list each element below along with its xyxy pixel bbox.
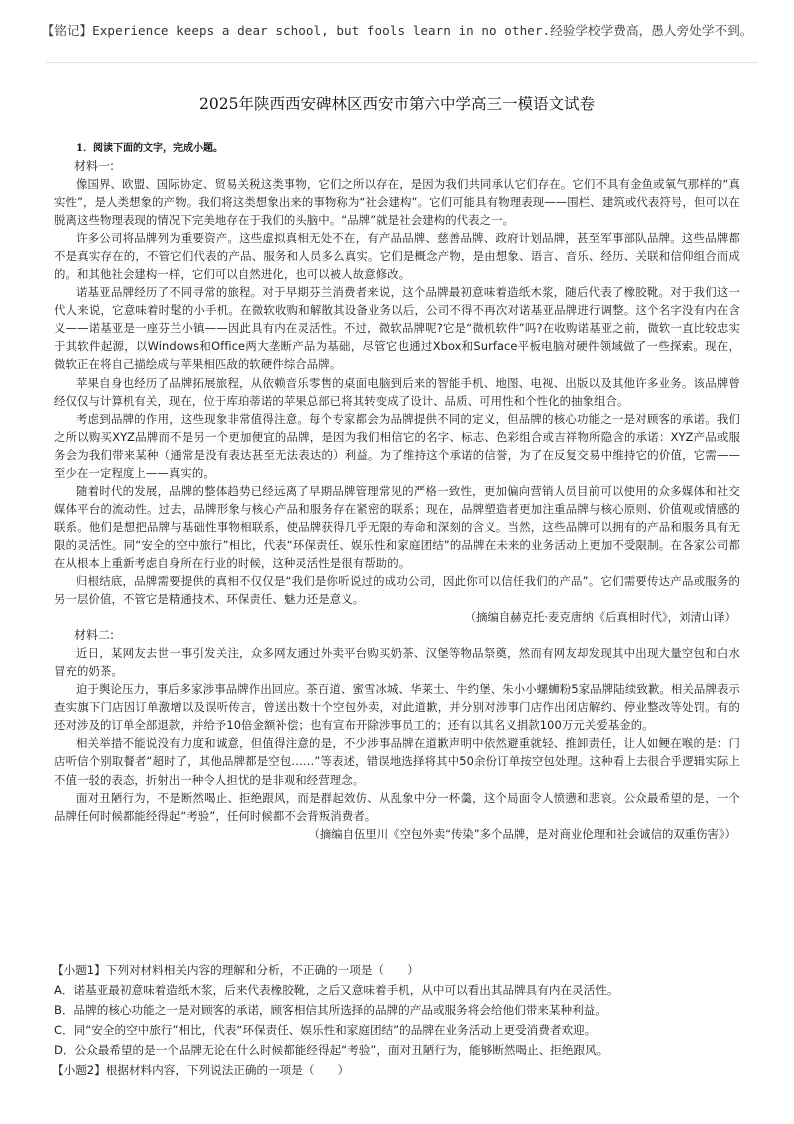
material-1-paragraph: 像国界、欧盟、国际协定、贸易关税这类事物，它们之所以存在，是因为我们共同承认它们存在。它们不具有金鱼或氧气那样的“真实性”，是人类想象的产物。我们将这类想象出来的事物称为“社会建构”。它们可能具有物理表现——围栏、建筑或代表符号，但可以在脱离这些物理表现的情况下完美地存在于我们的头脑中。“品牌”就是社会建构的代表之一。 [54,177,740,228]
material-1-paragraph: 归根结底，品牌需要提供的真相不仅仅是“我们是你听说过的成功公司，因此你可以信任我们的产品”。它们需要传达产品或服务的另一层价值，不管它是精通技术、环保责任、魅力还是意义。 [54,574,740,607]
material-2-label: 材料二: [74,628,115,643]
sub-questions [52,960,752,1080]
material-1-paragraph: 许多公司将品牌列为重要资产。这些虚拟真相无处不在，有产品品牌、慈善品牌、政府计划品牌，甚至军事部队品牌。这些品牌都不是真实存在的，不管它们代表的产品、服务和人员多么真实。它们是概念产物，是由想象、语言、音乐、经历、关联和信仰组合而成的。和其他社会建构一样，它们可以自然进化，也可以被人故意修改。 [54,231,740,282]
option-d: D．公众最希望的是一个品牌无论在什么时候都能经得起“考验”，面对丑陋行为，能够断然喝止、拒绝跟风。 [54,1043,609,1057]
material-1-source: （摘编自赫克托·麦克唐纳《后真相时代》，刘清山译） [464,610,736,625]
material-2-source: （摘编自伍里川《空包外卖“传染”多个品牌，是对商业伦理和社会诚信的双重伤害》） [308,826,736,841]
material-1-paragraph: 考虑到品牌的作用，这些现象非常值得注意。每个专家都会为品牌提供不同的定义，但品牌的核心功能之一是对顾客的承诺。我们之所以购买XYZ品牌而不是另一个更加便宜的品牌，是因为我们相信它的名字、标志、色彩组合或吉祥物所隐含的承诺：XYZ产品或服务会为我们带来某种（通常是没有表达甚至无法表达的）利益。为了维持这个承诺的信誉，为了在反复交易中维持它的价值，它需——至少在一定程度上——真实的。 [54,411,740,480]
material-1-paragraph: 苹果自身也经历了品牌拓展旅程，从依赖音乐零售的桌面电脑到后来的智能手机、地图、电视、出版以及其他许多业务。该品牌曾经仅仅与计算机有关，现在，位于库珀蒂诺的苹果总部已将其转变成了设计、品质、可用性和个性化的抽象组合。 [54,375,740,408]
sub-question-2-stem: 【小题2】根据材料内容，下列说法正确的一项是（ ） [52,1063,350,1077]
material-1-paragraph: 诺基亚品牌经历了不同寻常的旅程。对于早期芬兰消费者来说，这个品牌最初意味着造纸木浆，随后代表了橡胶靴。对于我们这一代人来说，它意味着时髦的小手机。在微软收购和解散其设备业务以后，公司不得不再次对诺基亚品牌进行调整。这个名字没有内在含义——诺基亚是一座芬兰小镇——因此具有内在灵活性。不过，微软品牌呢?它是“微机软件”吗?在收购诺基亚之前，微软一直比较忠实于其软件起源，以Windows和Office两大垄断产品为基础，尽管它也通过Xbox和Surface平板电脑对硬件领域做了一些探索。现在，微软正在将自己描绘成与苹果相匹敌的软硬件综合品牌。 [54,285,740,372]
option-a: A．诺基亚最初意味着造纸木浆，后来代表橡胶靴，之后又意味着手机，从中可以看出其品牌具有内在灵活性。 [54,983,619,997]
material-2-paragraph: 相关举措不能说没有力度和诚意，但值得注意的是，不少涉事品牌在道歉声明中依然避重就轻、推卸责任，让人如鲠在喉的是：门店听信个别取餐者“超时了，其他品牌都是空包……”等表述，错误地选择将其中50余份订单按空包处理。这种看上去很合乎逻辑实际上不值一驳的表态，折射出一种令人担忧的是非观和经营理念。 [54,736,740,787]
material-2-paragraph: 迫于舆论压力，事后多家涉事品牌作出回应。茶百道、蜜雪冰城、华莱士、牛约堡、朱小小螺蛳粉5家品牌陆续致歉。相关品牌表示查实旗下门店因订单激增以及误听传言，曾送出数十个空包外卖，对此道歉，并分别对涉事门店作出闭店解约、停业整改等处罚。有的还对涉及的订单全部退款，并给予10倍金额补偿；也有宣布开除涉事员工的；还有以其名义捐款100万元关爱基金的。 [54,682,740,733]
reading-passage [54,141,740,843]
material-1-label: 材料一: [74,159,115,173]
option-c: C．同“安全的空中旅行”相比，代表“环保责任、娱乐性和家庭团结”的品牌在业务活动上更受消费者欢迎。 [54,1023,597,1037]
material-2-paragraph: 近日，某网友去世一事引发关注，众多网友通过外卖平台购买奶茶、汉堡等物品祭奠，然而有网友却发现其中出现大量空包和白水冒充的奶茶。 [54,646,740,679]
material-1-paragraph: 随着时代的发展，品牌的整体趋势已经远离了早期品牌管理常见的严格一致性，更加偏向营销人员目前可以使用的众多媒体和社交媒体平台的流动性。过去，品牌形象与核心产品和服务存在紧密的联系；现在，品牌塑造者更加注重品牌与核心原则、价值观或情感的联系。他们是想把品牌与基础性事物相联系，使品牌获得几乎无限的寿命和深刻的含义。当然，这些品牌可以拥有的产品和服务具有无限的灵活性。同“安全的空中旅行”相比，代表“环保责任、娱乐性和家庭团结”的品牌在未来的业务活动上更加不受限制。在各家公司都在从根本上重新考虑自身所在行业的时候，这种灵活性是很有帮助的。 [54,483,740,570]
sub-question-1-stem: 【小题1】下列对材料相关内容的理解和分析，不正确的一项是（ ） [52,963,419,977]
option-b: B．品牌的核心功能之一是对顾客的承诺，顾客相信其所选择的品牌的产品或服务将会给他们带来某种利益。 [54,1003,607,1017]
header-divider [46,62,758,63]
question-heading: 1．阅读下面的文字，完成小题。 [76,143,223,154]
exam-title: 2025年陕西西安碑林区西安市第六中学高三一模语文试卷 [199,95,595,113]
material-2-paragraph: 面对丑陋行为，不是断然喝止、拒绝跟风，而是群起效仿、从乱象中分一杯羹，这个局面令人愤懑和悲哀。公众最希望的是，一个品牌任何时候都能经得起“考验”，任何时候都不会背叛消费者。 [54,790,740,823]
motto-banner: 【铭记】Experience keeps a dear school, but fools learn in no other.经验学校学费高，愚人旁处学不到。 [41,23,753,38]
